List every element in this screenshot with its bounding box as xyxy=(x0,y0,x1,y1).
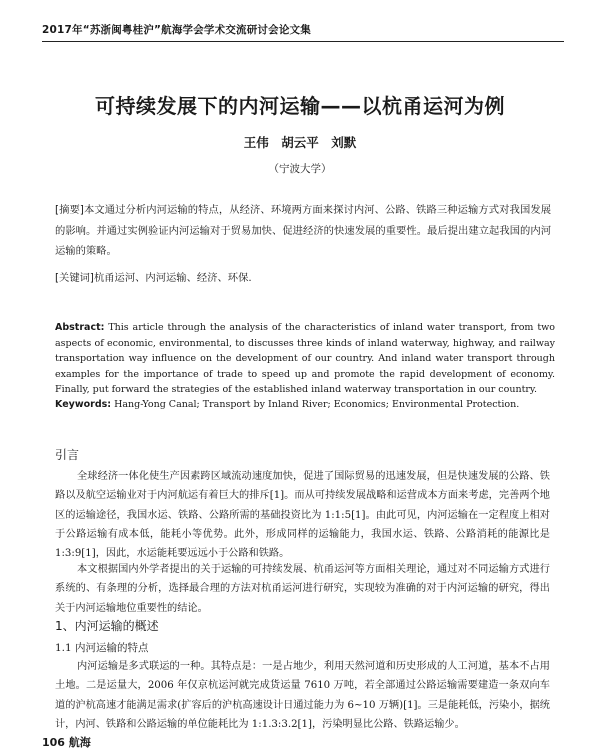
intro-paragraph-1: 全球经济一体化使生产因素跨区域流动速度加快，促进了国际贸易的迅速发展，但是快速发展的公路、铁路以及航空运输业对于内河航运有着巨大的排斥[1]。而从可持续发展战略和运营成本方面来考虑，完善两个地区的运输途径，我国水运、铁路、公路所需的基础投资比为 1:1:5[1]。由此可见，内河运输在一定程度上相对于公路运输有成本低，能耗小等优势。此外，形成同样的运输能力，我国水运、铁路、公路消耗的能源比是 1:3:9[1]，因此，水运能耗要远远小于公路和铁路。 xyxy=(55,471,550,560)
keywords-en xyxy=(55,397,555,413)
section-1-heading: 1、内河运输的概述 xyxy=(55,619,159,633)
abstract-en-label: Abstract: xyxy=(55,322,105,333)
abstract-cn-text: 本文通过分析内河运输的特点，从经济、环境两方面来探讨内河、公路、铁路三种运输方式对我国发展的影响。并通过实例验证内河运输对于贸易加快、促进经济的快速发展的重要性。最后提出建立起我国的内河运输的策略。 xyxy=(55,204,551,257)
author-list: 王伟 胡云平 刘默 xyxy=(243,135,357,150)
page-number: 106 航海 xyxy=(42,736,91,749)
section-1-1-paragraph-1: 内河运输是多式联运的一种。其特点是：一是占地少，利用天然河道和历史形成的人工河道，基本不占用土地。二是运量大，2006 年仅京杭运河就完成货运量 7610 万吨，若全部通过公路运输需要建造一条双向车道的沪杭高速才能满足需求(扩容后的沪杭高速设计日通过能力为 6~10 万辆)[1]。三是能耗低，污染小，据统计，内河、铁路和公路运输的单位能耗比为 1:1.3:3.2[1]，污染明显比公路、铁路运输少。 xyxy=(55,661,550,730)
keywords-cn-label: [关键词] xyxy=(55,272,94,284)
header-rule xyxy=(42,41,564,42)
abstract-en-text: This article through the analysis of the characteristics of inland water transport, from two aspects of economic, environmental, to discusses three kinds of inland waterway, highway, and railway transportation way influence on the development of our country. And inland water transport through examples for the importance of trade to speed up and promote the rapid development of economy. Finally, put forward the strategies of the established inland waterway transportation in our country. xyxy=(55,322,555,395)
abstract-en xyxy=(55,320,555,398)
keywords-cn-text: 杭甬运河、内河运输、经济、环保. xyxy=(93,272,252,284)
keywords-en-text: Hang-Yong Canal; Transport by Inland River; Economics; Environmental Protection. xyxy=(114,399,520,410)
running-head: 2017年“苏浙闽粤桂沪”航海学会学术交流研讨会论文集 xyxy=(42,24,311,36)
affiliation: （宁波大学） xyxy=(268,163,332,175)
intro-heading: 引言 xyxy=(55,448,80,462)
keywords-en-label: Keywords: xyxy=(55,399,112,410)
section-1-1-heading: 1.1 内河运输的特点 xyxy=(55,642,149,654)
abstract-cn-label: [摘要] xyxy=(55,204,84,216)
intro-paragraph-2: 本文根据国内外学者提出的关于运输的可持续发展、杭甬运河等方面相关理论，通过对不同运输方式进行系统的、有条理的分析，选择最合理的方法对杭甬运河进行研究，实现较为准确的对于内河运输的研究，得出关于内河运输地位重要性的结论。 xyxy=(55,564,550,614)
keywords-cn xyxy=(55,268,551,289)
paper-title: 可持续发展下的内河运输——以杭甬运河为例 xyxy=(95,94,505,118)
abstract-cn xyxy=(55,200,551,262)
